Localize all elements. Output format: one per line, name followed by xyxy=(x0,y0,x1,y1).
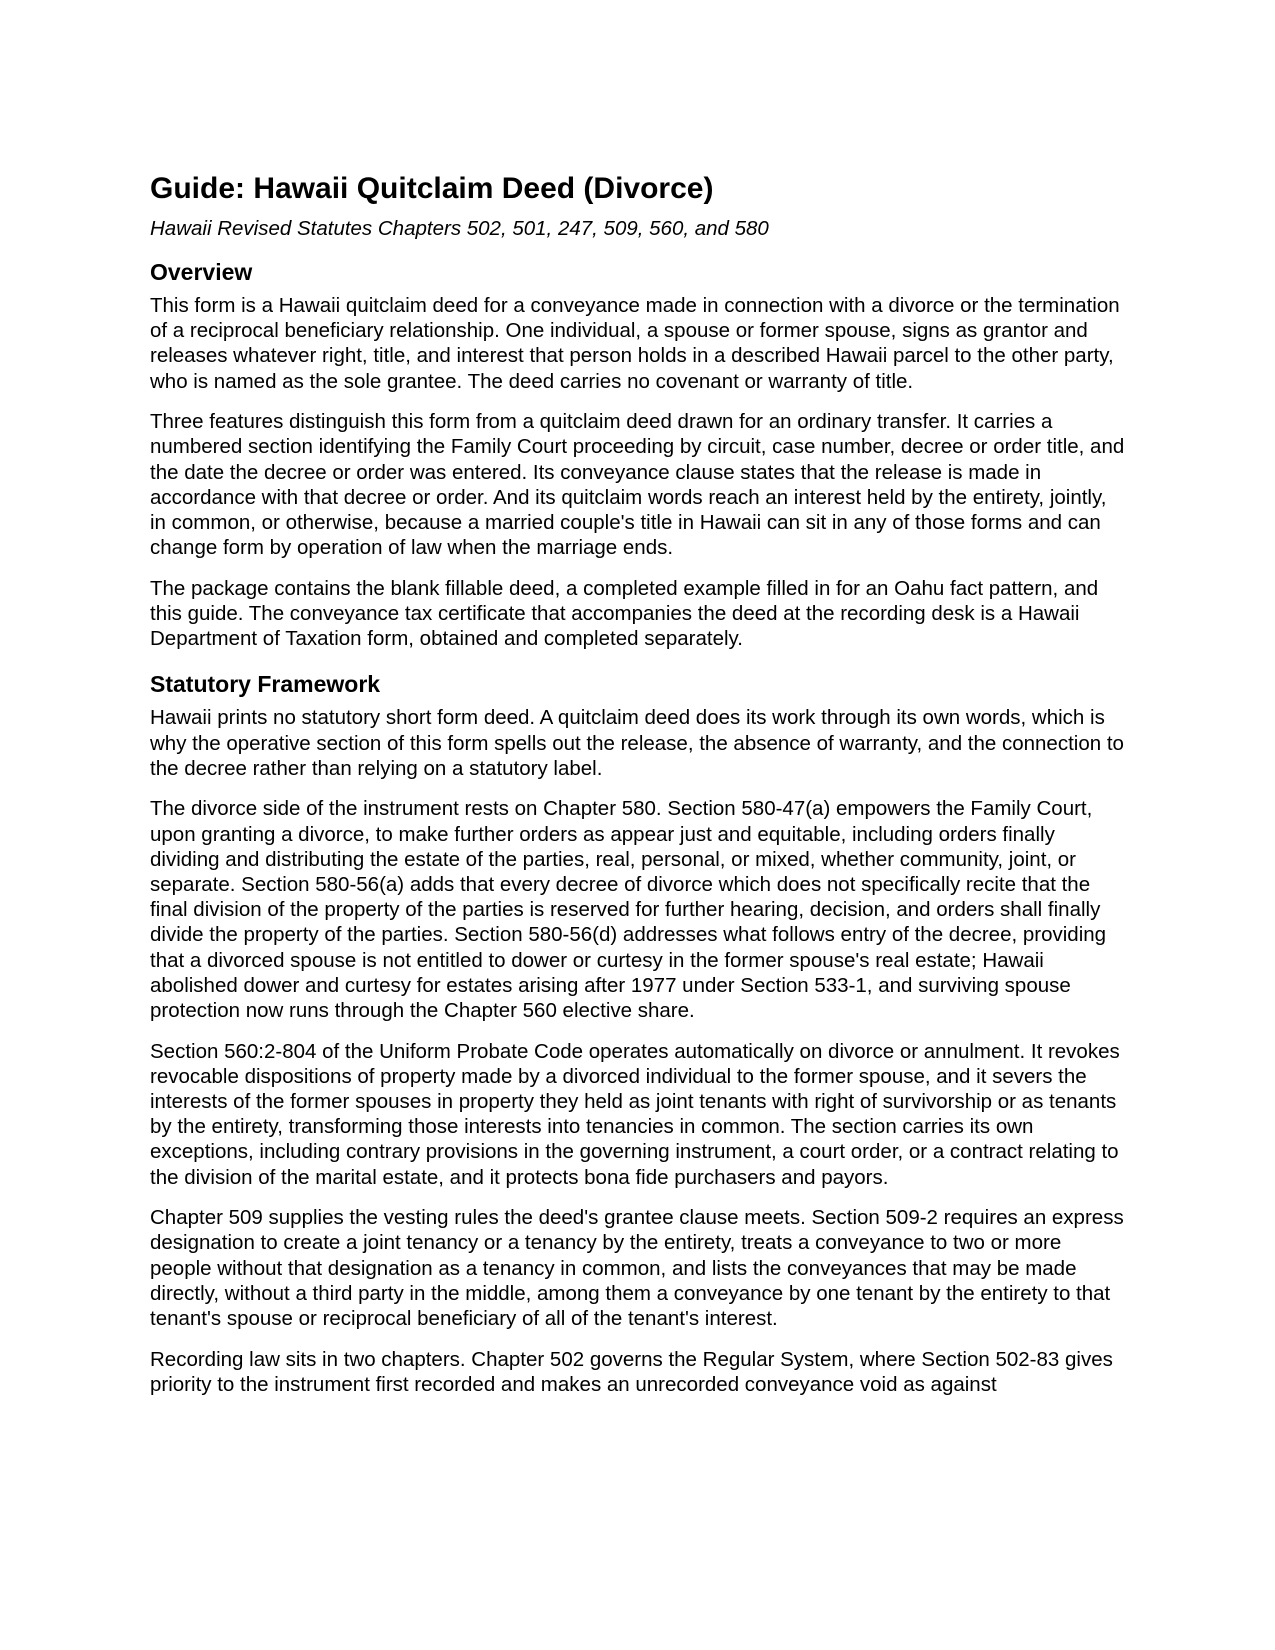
overview-section xyxy=(150,258,1128,651)
statutory-framework-section xyxy=(150,670,1128,1397)
overview-heading: Overview xyxy=(150,259,253,285)
document-page xyxy=(150,171,1128,1397)
framework-paragraph-1: Hawaii prints no statutory short form deed. A quitclaim deed does its work through its own words, which is why the operative section of this form spells out the release, the absence of warranty, and the connection to the decree rather than relying on a statutory label. xyxy=(150,706,1124,780)
framework-paragraph-3: Section 560:2-804 of the Uniform Probate Code operates automatically on divorce or annulment. It revokes revocable dispositions of property made by a divorced individual to the former spouse, and it severs the interests of the former spouses in property they held as joint tenants with right of survivorship or as tenants by the entirety, transforming those interests into tenancies in common. The section carries its own exceptions, including contrary provisions in the governing instrument, a court order, or a contract relating to the division of the marital estate, and it protects bona fide purchasers and payors. xyxy=(150,1039,1120,1189)
framework-paragraph-5: Recording law sits in two chapters. Chapter 502 governs the Regular System, where Section 502-83 gives priority to the instrument first recorded and makes an unrecorded conveyance void as against xyxy=(150,1347,1113,1396)
overview-paragraph-1: This form is a Hawaii quitclaim deed for a conveyance made in connection with a divorce or the termination of a reciprocal beneficiary relationship. One individual, a spouse or former spouse, signs as grantor and releases whatever right, title, and interest that person holds in a described Hawaii parcel to the other party, who is named as the sole grantee. The deed carries no covenant or warranty of title. xyxy=(150,294,1120,393)
statutory-framework-heading: Statutory Framework xyxy=(150,671,381,698)
framework-paragraph-4: Chapter 509 supplies the vesting rules the deed's grantee clause meets. Section 509-2 requires an express designation to create a joint tenancy or a tenancy by the entirety, treats a conveyance to two or more people without that designation as a tenancy in common, and lists the conveyances that may be made directly, without a third party in the middle, among them a conveyance by one tenant by the entirety to that tenant's spouse or reciprocal beneficiary of all of the tenant's interest. xyxy=(150,1206,1124,1331)
document-title: Guide: Hawaii Quitclaim Deed (Divorce) xyxy=(150,172,714,205)
overview-paragraph-3: The package contains the blank fillable deed, a completed example filled in for an Oahu fact pattern, and this guide. The conveyance tax certificate that accompanies the deed at the recording desk is a Hawaii Department of Taxation form, obtained and completed separately. xyxy=(150,576,1099,651)
document-subtitle: Hawaii Revised Statutes Chapters 502, 501, 247, 509, 560, and 580 xyxy=(150,217,769,240)
framework-paragraph-2: The divorce side of the instrument rests on Chapter 580. Section 580-47(a) empowers the Family Court, upon granting a divorce, to make further orders as appear just and equitable, including orders finally dividing and distributing the estate of the parties, real, personal, or mixed, whether community, joint, or separate. Section 580-56(a) adds that every decree of divorce which does not specifically recite that the final division of the property of the parties is reserved for further hearing, decision, and orders shall finally divide the property of the parties. Section 580-56(d) addresses what follows entry of the decree, providing that a divorced spouse is not entitled to dower or curtesy in the former spouse's real estate; Hawaii abolished dower and curtesy for estates arising after 1977 under Section 533-1, and surviving spouse protection now runs through the Chapter 560 elective share. xyxy=(150,797,1107,1023)
overview-paragraph-2: Three features distinguish this form from a quitclaim deed drawn for an ordinary transfer. It carries a numbered section identifying the Family Court proceeding by circuit, case number, decree or order title, and the date the decree or order was entered. Its conveyance clause states that the release is made in accordance with that decree or order. And its quitclaim words reach an interest held by the entirety, jointly, in common, or otherwise, because a married couple's title in Hawaii can sit in any of those forms and can change form by operation of law when the marriage ends. xyxy=(150,410,1125,560)
